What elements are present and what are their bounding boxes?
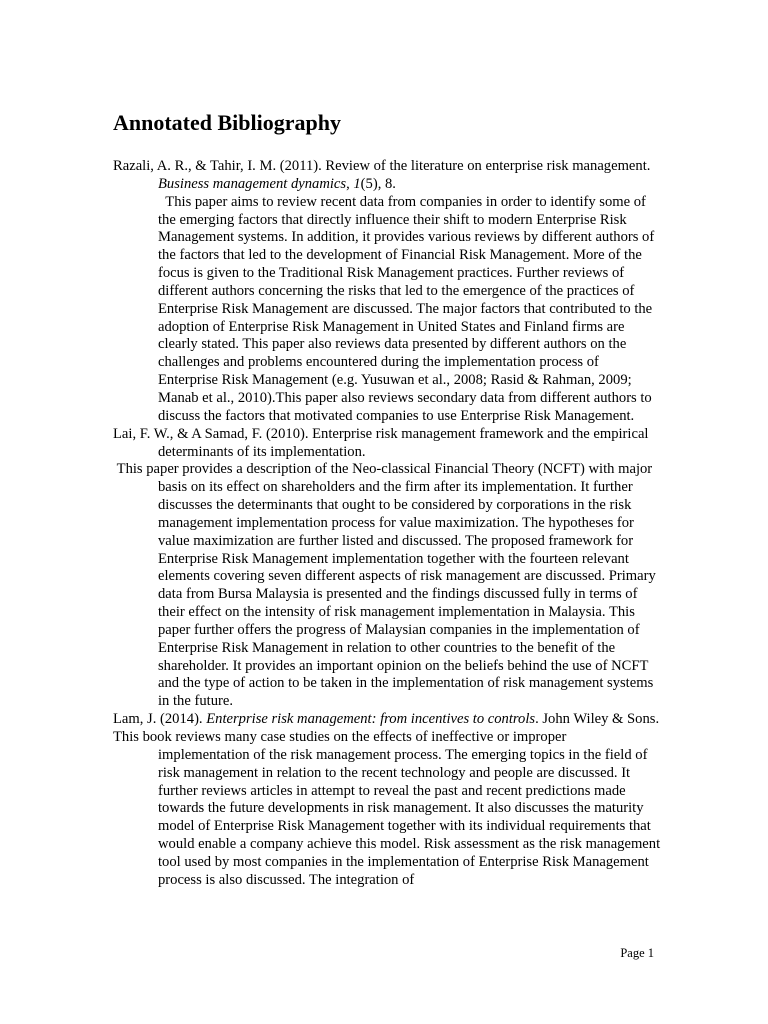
journal-title: Business management dynamics (158, 175, 347, 192)
page-number: Page 1 (620, 946, 654, 960)
page-title: Annotated Bibliography (113, 110, 341, 135)
citation-text: Lam, J. (2014). (113, 711, 207, 728)
citation-separator: , (346, 175, 354, 192)
annotation-lam: This book reviews many case studies on the effects of ineffective or improper implementation of the risk management process. The emerging topics in the field of risk management in relation to the recent technology and people are discussed. It further reviews articles in attempt to reveal the past and recent predictions made towards the future developments in risk management. It also discusses the maturity model of Enterprise Risk Management together with its individual requirements that would enable a company achieve this model. Risk assessment as the risk management tool used by most companies in the implementation of Enterprise Risk Management process is also discussed. The integration of (113, 729, 661, 888)
citation-razali (113, 158, 661, 194)
citation-text: Razali, A. R., & Tahir, I. M. (2011). Review of the literature on enterprise risk management. (113, 158, 651, 174)
citation-publisher: . John Wiley & Sons. (535, 711, 660, 728)
book-title: Enterprise risk management: from incentives to controls (206, 711, 536, 728)
citation-lam (113, 711, 661, 729)
annotation-lai: This paper provides a description of the Neo-classical Financial Theory (NCFT) with major basis on its effect on shareholders and the firm after its implementation. It further discusses the determinants that ought to be considered by corporations in the risk management implementation process for value maximization. The hypotheses for value maximization are further listed and discussed. The proposed framework for Enterprise Risk Management implementation together with the fourteen relevant elements covering seven different aspects of risk management are discussed. Primary data from Bursa Malaysia is presented and the findings discussed fully in terms of their effect on the intensity of risk management implementation in Malaysia. This paper further offers the progress of Malaysian companies in the implementation of Enterprise Risk Management in relation to other countries to the benefit of the shareholder. It provides an important opinion on the beliefs behind the use of NCFT and the type of action to be taken in the implementation of risk management systems in the future. (113, 461, 660, 710)
annotation-razali: This paper aims to review recent data from companies in order to identify some of the emerging factors that directly influence their shift to modern Enterprise Risk Management systems. In addition, it provides various reviews by different authors of the factors that led to the development of Financial Risk Management. More of the focus is given to the Traditional Risk Management practices. Further reviews of different authors concerning the risks that led to the emergence of the practices of Enterprise Risk Management are discussed. The major factors that contributed to the adoption of Enterprise Risk Management in United States and Finland firms are clearly stated. This paper also reviews data presented by different authors on the challenges and problems encountered during the implementation process of Enterprise Risk Management (e.g. Yusuwan et al., 2008; Rasid & Rahman, 2009; Manab et al., 2010).This paper also reviews secondary data from different authors to discuss the factors that motivated companies to use Enterprise Risk Management. (158, 193, 658, 424)
journal-volume: 1 (353, 175, 361, 192)
citation-lai: Lai, F. W., & A Samad, F. (2010). Enterprise risk management framework and the empirical determinants of its implementation. (113, 425, 649, 460)
bibliography-body (113, 158, 661, 890)
citation-issue: (5), 8. (360, 175, 396, 192)
